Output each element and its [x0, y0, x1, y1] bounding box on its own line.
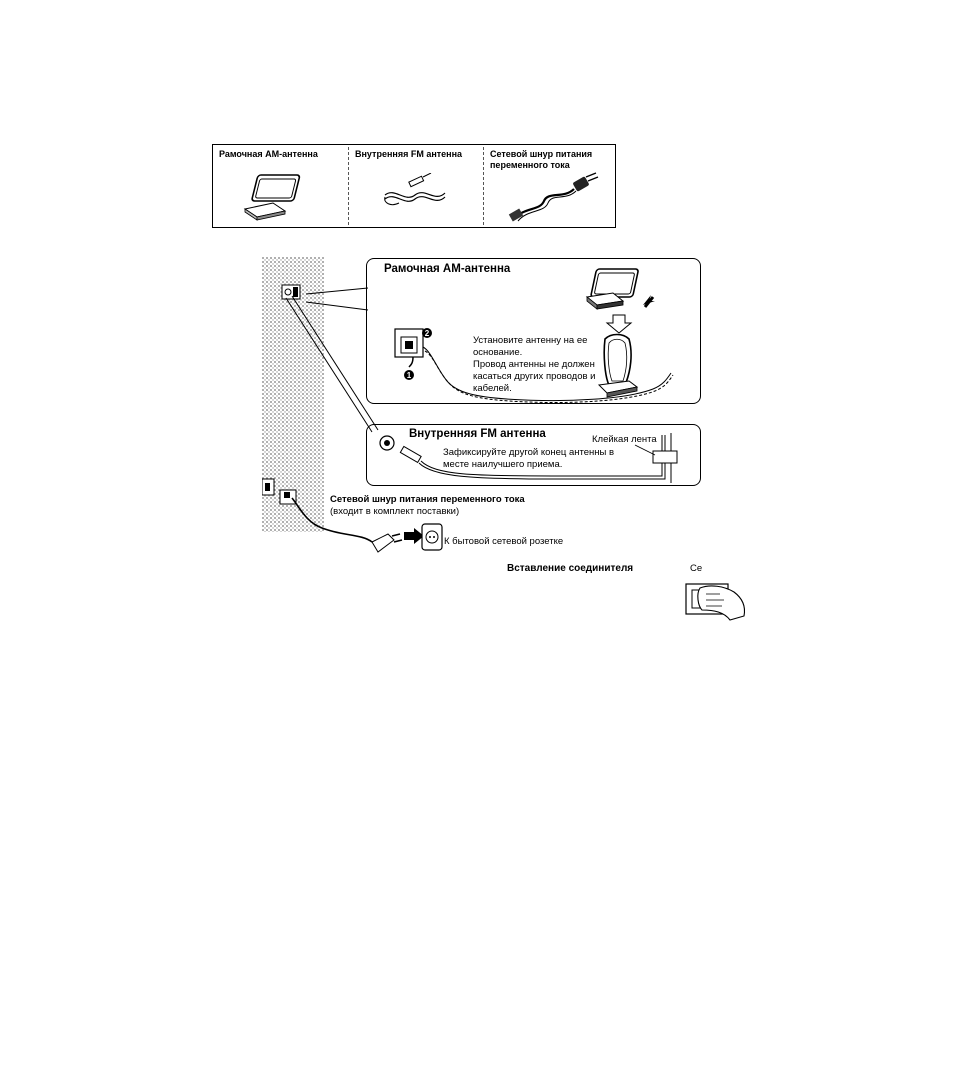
am-instruction-line-4: касаться других проводов и	[473, 371, 596, 382]
am-instruction-line-2: основание.	[473, 347, 523, 358]
fm-antenna-wire-icon	[381, 173, 461, 213]
accessory-am-antenna	[213, 145, 347, 227]
svg-text:1: 1	[406, 371, 412, 380]
am-loop-antenna-icon	[239, 171, 319, 221]
accessory-power-cord	[484, 145, 617, 227]
am-antenna-panel	[366, 258, 701, 404]
accessory-fm-antenna	[349, 145, 483, 227]
callout-leader-lines	[280, 280, 380, 460]
accessory-power-label	[490, 149, 592, 171]
accessories-table	[212, 144, 616, 228]
accessory-power-label-line1: Сетевой шнур питания	[490, 149, 593, 159]
power-cord-title: Сетевой шнур питания переменного тока	[330, 494, 525, 505]
fm-panel-title: Внутренняя FM антенна	[409, 428, 546, 440]
accessory-power-label-line2: переменного тока	[490, 160, 570, 170]
fm-instruction-line-1: Зафиксируйте другой конец антенны в	[443, 447, 615, 458]
fm-antenna-panel	[366, 424, 701, 486]
svg-text:2: 2	[424, 329, 430, 338]
am-panel-title: Рамочная АМ-антенна	[384, 263, 511, 275]
accessory-fm-label: Внутренняя FM антенна	[355, 149, 463, 159]
outlet-label: К бытовой сетевой розетке	[444, 536, 564, 547]
power-cord-subtitle: (входит в комплект поставки)	[330, 506, 460, 517]
connector-insert-illustration	[684, 576, 750, 622]
fm-tape-label: Клейкая лента	[592, 434, 657, 445]
fm-antenna-illustration	[373, 429, 699, 485]
am-loop-antenna-assembly-icon	[579, 267, 699, 403]
power-cord-icon	[504, 171, 604, 225]
accessory-am-label: Рамочная АМ-антенна	[219, 149, 318, 159]
am-instruction-line-1: Установите антенну на ее	[473, 335, 588, 346]
power-cord-connection-illustration	[262, 478, 444, 570]
fm-instruction-line-2: месте наилучшего приема.	[443, 459, 563, 470]
connector-title: Вставление соединителя	[507, 563, 634, 574]
am-instruction-line-5: кабелей.	[473, 383, 512, 394]
connector-fragment: Се	[690, 563, 703, 574]
am-instruction-line-3: Провод антенны не должен	[473, 359, 595, 370]
